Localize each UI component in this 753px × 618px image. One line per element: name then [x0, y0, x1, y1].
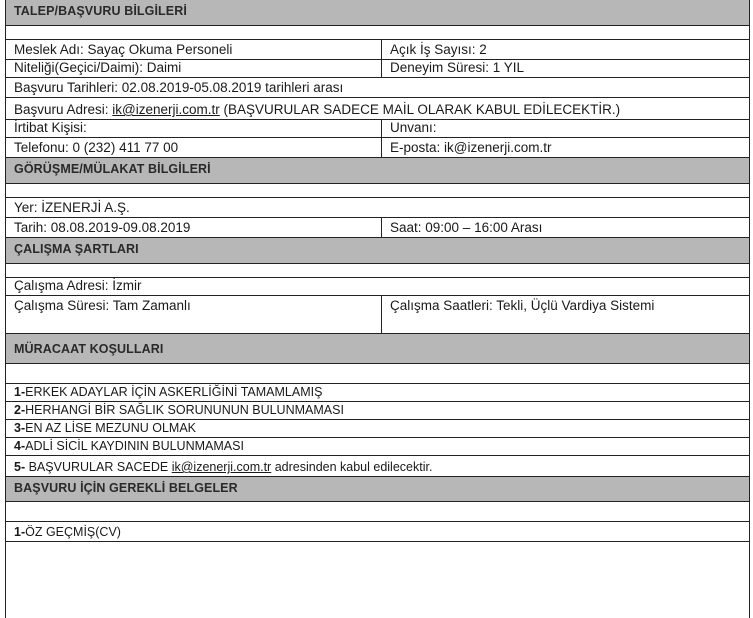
muracaat-item-text	[6, 403, 352, 419]
section-title: ÇALIŞMA ŞARTLARI	[14, 242, 139, 256]
muracaat-item-text	[6, 421, 204, 437]
item-number: 5-	[14, 460, 26, 474]
basvuru-adresi	[6, 102, 628, 119]
item-text: ADLİ SİCİL KAYDININ BULUNMAMASI	[25, 439, 244, 453]
spacer-row	[6, 364, 749, 384]
belgeler-item-1	[6, 522, 749, 542]
row-irtibat	[6, 120, 749, 138]
row-telefon	[6, 138, 749, 158]
section-header-calisma	[6, 238, 749, 264]
telefonu: Telefonu: 0 (232) 411 77 00	[6, 138, 382, 157]
item-number: 1-	[14, 385, 26, 399]
calisma-suresi: Çalışma Süresi: Tam Zamanlı	[6, 296, 382, 333]
section-header-muracaat	[6, 334, 749, 364]
spacer-row	[6, 26, 749, 40]
row-adres	[6, 98, 749, 120]
item-number: 3-	[14, 421, 26, 435]
muracaat-item	[6, 438, 749, 456]
section-header-belgeler	[6, 476, 749, 502]
row-calisma-suresi	[6, 296, 749, 334]
row-calisma-adresi	[6, 278, 749, 296]
muracaat-item-5-text	[6, 460, 440, 476]
muracaat-item	[6, 384, 749, 402]
item-text: ÖZ GEÇMİŞ(CV)	[25, 525, 121, 539]
muracaat-list	[6, 384, 749, 456]
muracaat-item-5	[6, 456, 749, 476]
acik-is-sayisi: Açık İş Sayısı: 2	[390, 42, 487, 57]
e-posta: E-posta: ik@izenerji.com.tr	[390, 140, 552, 155]
muracaat-item	[6, 402, 749, 420]
item-text: ERKEK ADAYLAR İÇİN ASKERLİĞİNİ TAMAMLAMIŞ	[25, 385, 323, 399]
basvuru-tarihleri: Başvuru Tarihleri: 02.08.2019-05.08.2019 tarihleri arası	[14, 80, 344, 95]
item-number: 2-	[14, 403, 26, 417]
row-yer	[6, 198, 749, 218]
meslek-adi: Meslek Adı: Sayaç Okuma Personeli	[6, 40, 382, 59]
item-text: EN AZ LİSE MEZUNU OLMAK	[25, 421, 196, 435]
row-nitelik	[6, 60, 749, 78]
spacer-row	[6, 184, 749, 198]
yer: Yer: İZENERJİ A.Ş.	[14, 200, 130, 215]
item-text: BAŞVURULAR SACEDE	[25, 460, 172, 474]
email-link[interactable]: ik@izenerji.com.tr	[171, 460, 272, 474]
muracaat-item-text	[6, 439, 252, 455]
unvani: Unvanı:	[390, 120, 437, 135]
section-title: BAŞVURU İÇİN GEREKLİ BELGELER	[14, 481, 238, 495]
item-suffix: adresinden kabul edilecektir.	[271, 460, 433, 474]
adres-note: (BAŞVURULAR SADECE MAİL OLARAK KABUL EDİLECEKTİR.)	[219, 102, 621, 117]
niteligi: Niteliği(Geçici/Daimi): Daimi	[6, 60, 382, 77]
section-title: MÜRACAAT KOŞULLARI	[14, 342, 164, 356]
muracaat-item	[6, 420, 749, 438]
row-tarih	[6, 218, 749, 238]
calisma-saatleri: Çalışma Saatleri: Tekli, Üçlü Vardiya Sistemi	[390, 298, 655, 313]
item-number: 1-	[14, 525, 26, 539]
spacer-row	[6, 264, 749, 278]
section-title: GÖRÜŞME/MÜLAKAT BİLGİLERİ	[14, 162, 211, 176]
saat: Saat: 09:00 – 16:00 Arası	[390, 220, 543, 235]
muracaat-item-text	[6, 385, 330, 401]
calisma-adresi: Çalışma Adresi: İzmir	[14, 278, 142, 293]
spacer-row	[6, 502, 749, 522]
row-meslek	[6, 40, 749, 60]
section-header-gorusme	[6, 158, 749, 184]
tarih: Tarih: 08.08.2019-09.08.2019	[6, 218, 382, 237]
irtibat-kisisi: İrtibat Kişisi:	[6, 120, 382, 137]
section-title: TALEP/BAŞVURU BİLGİLERİ	[14, 4, 187, 18]
email-link[interactable]: ik@izenerji.com.tr	[112, 102, 220, 117]
row-tarihler	[6, 78, 749, 98]
item-number: 4-	[14, 439, 26, 453]
belgeler-item-1-text	[6, 525, 129, 541]
deneyim-suresi: Deneyim Süresi: 1 YIL	[390, 60, 525, 75]
adres-label: Başvuru Adresi:	[14, 102, 113, 117]
item-text: HERHANGİ BİR SAĞLIK SORUNUNUN BULUNMAMASI	[25, 403, 344, 417]
application-form	[5, 0, 750, 618]
section-header-talep	[6, 0, 749, 26]
